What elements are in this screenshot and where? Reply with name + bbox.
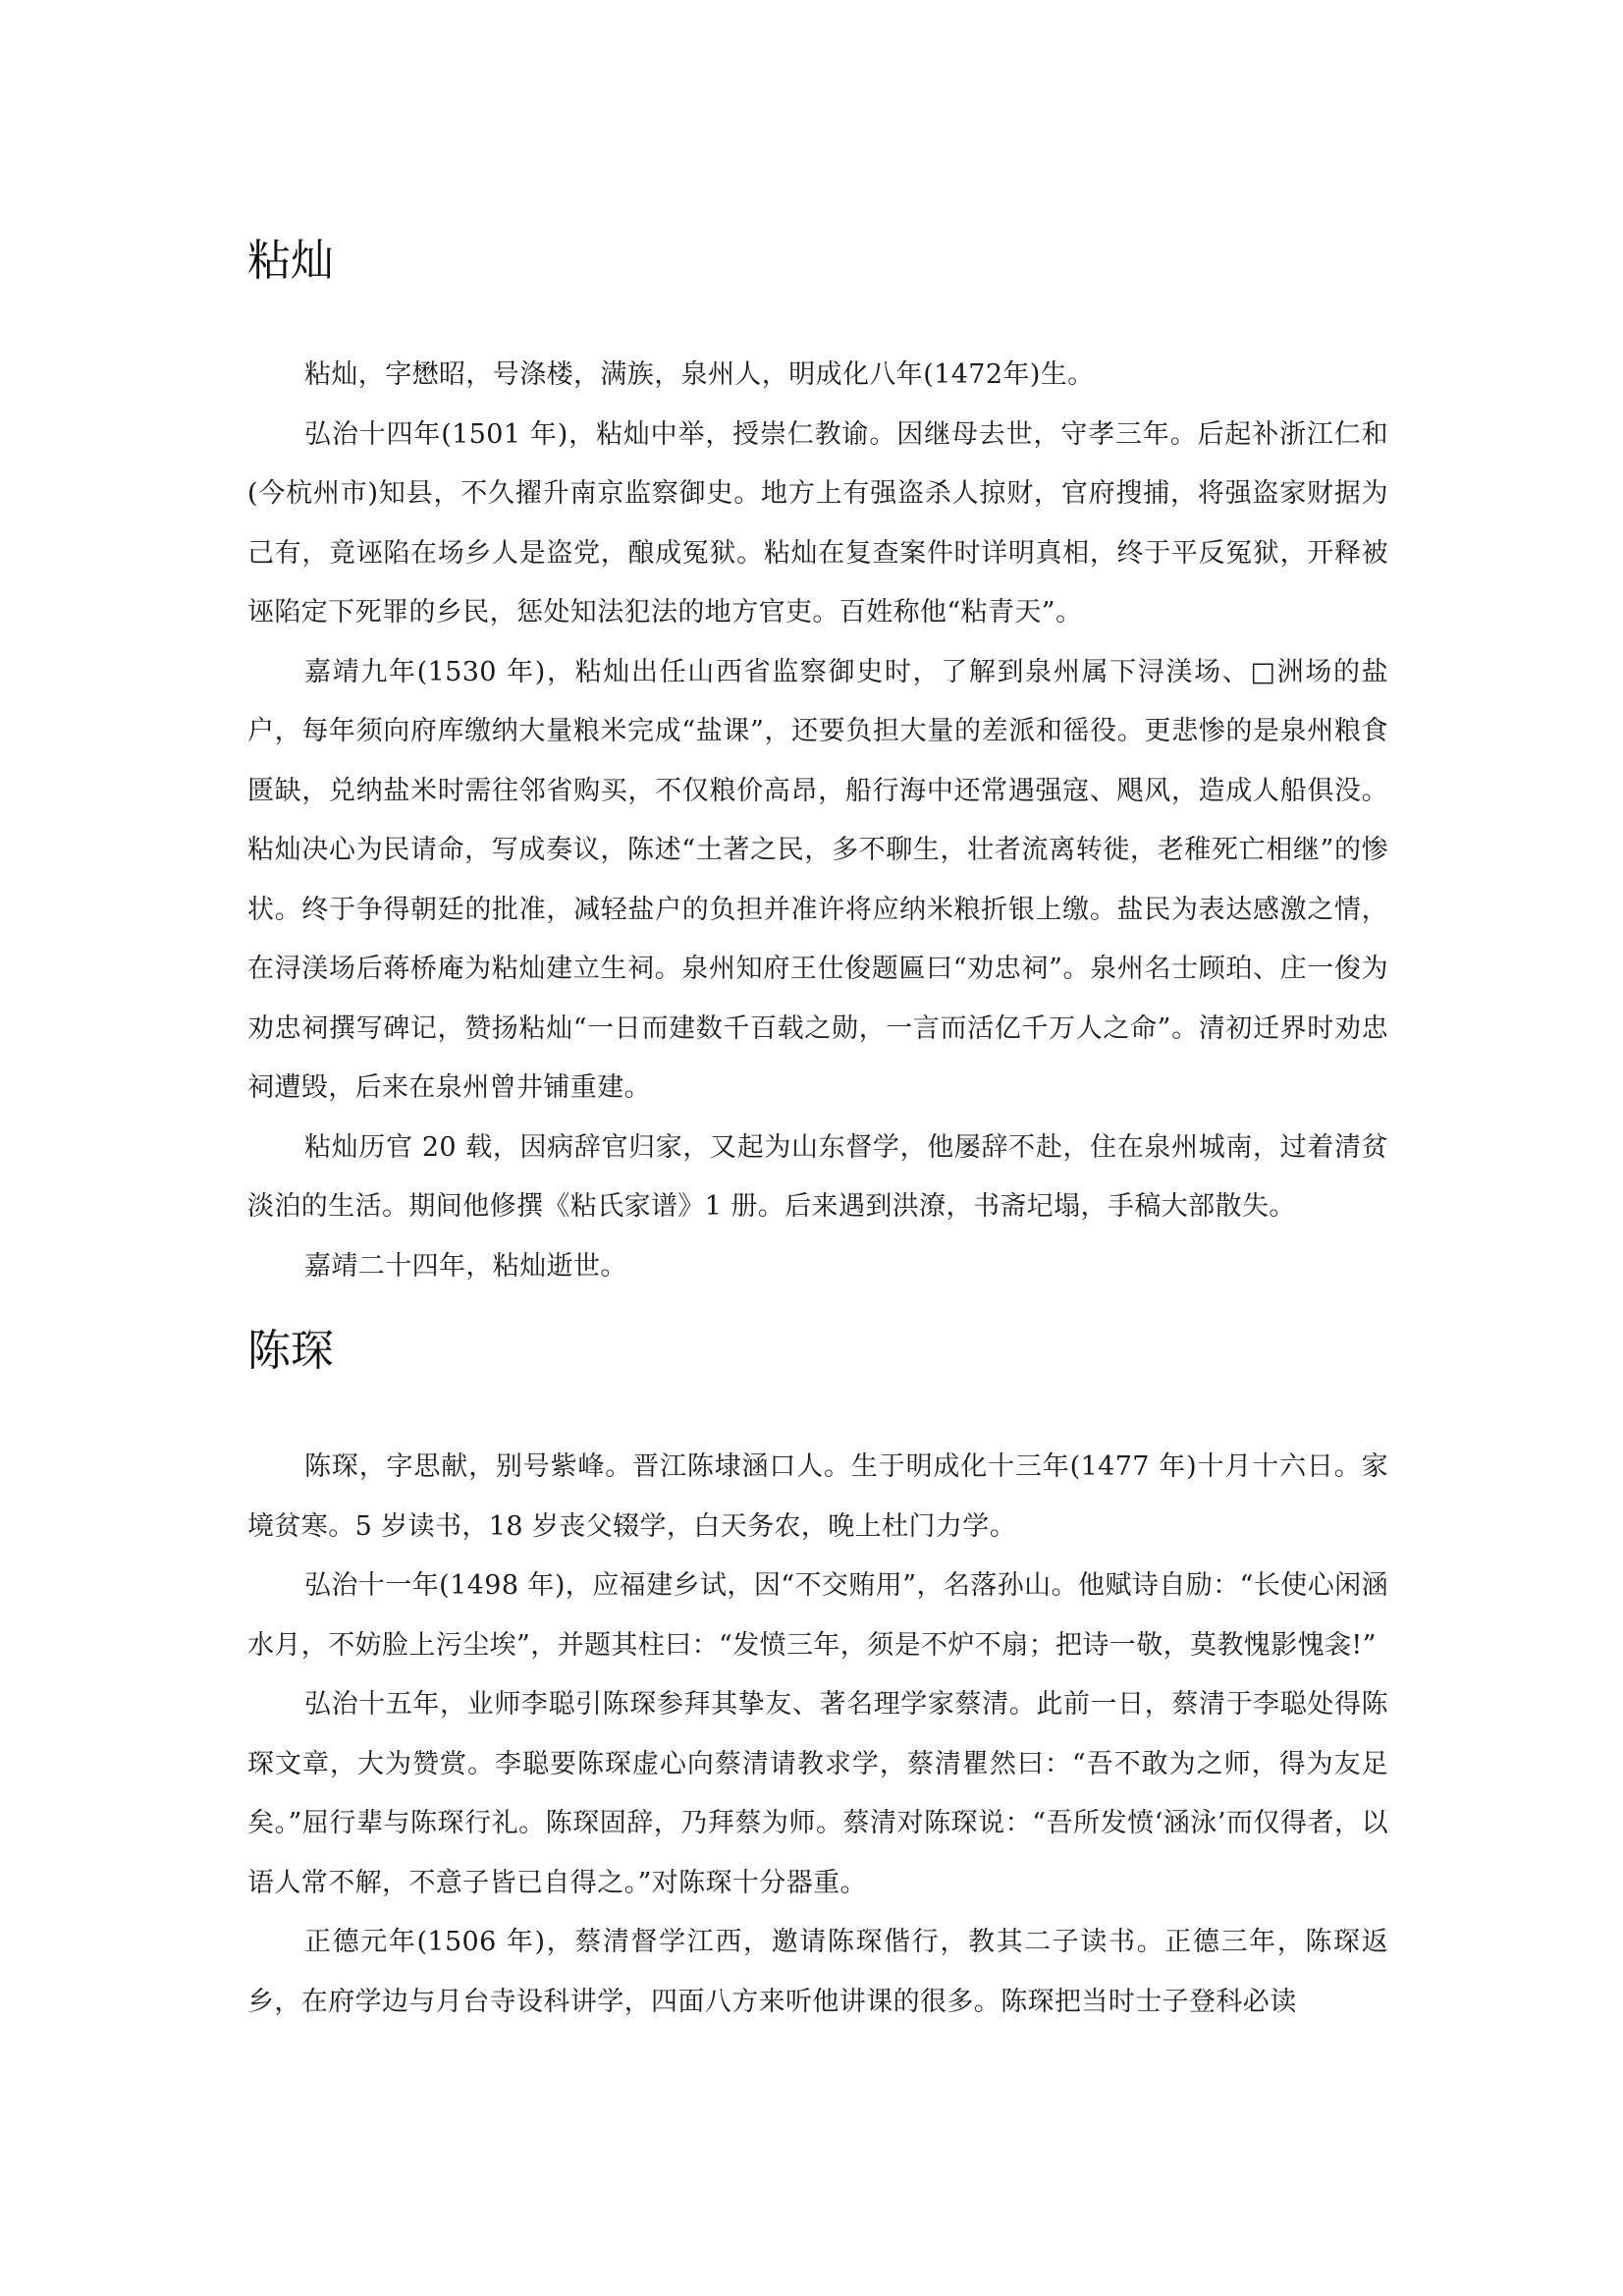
paragraph: 嘉靖九年(1530 年)，粘灿出任山西省监察御史时，了解到泉州属下浔渼场、□洲场的盐户，每年须向府库缴纳大量粮米完成“盐课”，还要负担大量的差派和徭役。更悲惨的是泉州粮食匮缺，兑纳盐米时需往邻省购买，不仅粮价高昂，船行海中还常遇强寇、飓风，造成人船俱没。粘灿决心为民请命，写成奏议，陈述“土著之民，多不聊生，壮者流离转徙，老稚死亡相继”的惨状。终于争得朝廷的批准，减轻盐户的负担并准许将应纳米粮折银上缴。盐民为表达感激之情，在浔渼场后蒋桥庵为粘灿建立生祠。泉州知府王仕俊题匾曰“劝忠祠”。泉州名士顾珀、庄一俊为劝忠祠撰写碑记，赞扬粘灿“一日而建数千百载之勋，一言而活亿千万人之命”。清初迁界时劝忠祠遭毁，后来在泉州曾井铺重建。 xyxy=(247,656,1388,1103)
paragraph: 弘治十一年(1498 年)，应福建乡试，因“不交贿用”，名落孙山。他赋诗自励：“长使心闲涵水月，不妨脸上污尘埃”，并题其柱曰：“发愤三年，须是不炉不扇；把诗一敬，莫教愧影愧衾!” xyxy=(247,1570,1388,1661)
section-title-chen-chen: 陈琛 xyxy=(247,1326,334,1376)
paragraph: 弘治十四年(1501 年)，粘灿中举，授崇仁教谕。因继母去世，守孝三年。后起补浙江仁和(今杭州市)知县，不久擢升南京监察御史。地方上有强盗杀人掠财，官府搜捕，将强盗家财据为己有，竟诬陷在场乡人是盗党，酿成冤狱。粘灿在复查案件时详明真相，终于平反冤狱，开释被诬陷定下死罪的乡民，惩处知法犯法的地方官吏。百姓称他“粘青天”。 xyxy=(247,418,1388,628)
section-title-nian-can: 粘灿 xyxy=(247,236,334,286)
paragraph: 陈琛，字思献，别号紫峰。晋江陈埭涵口人。生于明成化十三年(1477 年)十月十六日。家境贫寒。5 岁读书，18 岁丧父辍学，白天务农，晚上杜门力学。 xyxy=(247,1451,1388,1542)
paragraph: 嘉靖二十四年，粘灿逝世。 xyxy=(304,1250,627,1282)
document-body xyxy=(247,232,1388,2032)
paragraph: 粘灿历官 20 载，因病辞官归家，又起为山东督学，他屡辞不赴，住在泉州城南，过着清贫淡泊的生活。期间他修撰《粘氏家谱》1 册。后来遇到洪潦，书斋圮塌，手稿大部散失。 xyxy=(247,1131,1388,1222)
paragraph: 粘灿，字懋昭，号涤楼，满族，泉州人，明成化八年(1472年)生。 xyxy=(304,359,1095,390)
paragraph: 弘治十五年，业师李聪引陈琛参拜其挚友、著名理学家蔡清。此前一日，蔡清于李聪处得陈琛文章，大为赞赏。李聪要陈琛虚心向蔡清请教求学，蔡清瞿然曰：“吾不敢为之师，得为友足矣。”屈行辈与陈琛行礼。陈琛固辞，乃拜蔡为师。蔡清对陈琛说：“吾所发愤‘涵泳’而仅得者，以语人常不解，不意子皆已自得之。”对陈琛十分器重。 xyxy=(247,1689,1388,1898)
paragraph: 正德元年(1506 年)，蔡清督学江西，邀请陈琛偕行，教其二子读书。正德三年，陈琛返乡，在府学边与月台寺设科讲学，四面八方来听他讲课的很多。陈琛把当时士子登科必读 xyxy=(247,1927,1388,2017)
